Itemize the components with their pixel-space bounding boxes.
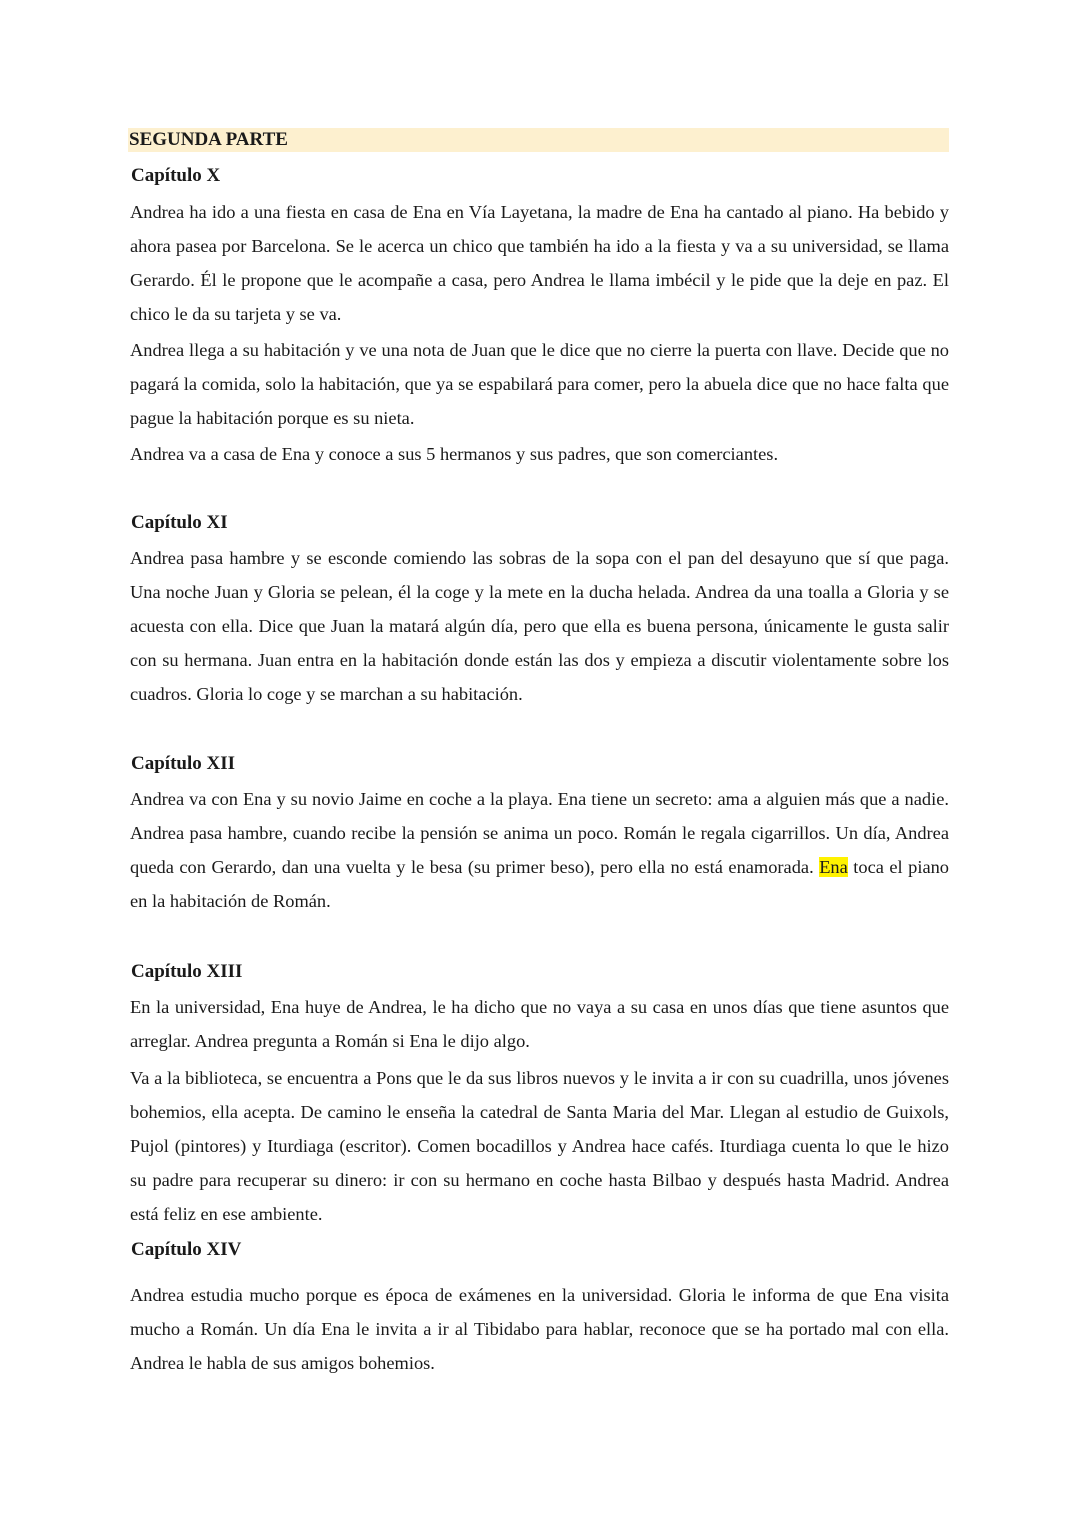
chapter-title: Capítulo XI — [131, 512, 228, 533]
paragraph — [130, 782, 949, 918]
paragraph: Va a la biblioteca, se encuentra a Pons que le da sus libros nuevos y le invita a ir con su cuadrilla, unos jóvenes bohemios, ella acepta. De camino le enseña la catedral de Santa Maria del Mar. Llegan al estudio de Guixols, Pujol (pintores) y Iturdiaga (escritor). Comen bocadillos y Andrea hace cafés. Iturdiaga cuenta lo que le hizo su padre para recuperar su dinero: ir con su hermano en coche hasta Bilbao y después hasta Madrid. Andrea está feliz en ese ambiente. — [130, 1068, 949, 1224]
paragraph: Andrea estudia mucho porque es época de exámenes en la universidad. Gloria le informa de que Ena visita mucho a Román. Un día Ena le invita a ir al Tibidabo para hablar, reconoce que se ha portado mal con ella. Andrea le habla de sus amigos bohemios. — [130, 1285, 949, 1373]
paragraph: Andrea ha ido a una fiesta en casa de Ena en Vía Layetana, la madre de Ena ha cantado al piano. Ha bebido y ahora pasea por Barcelona. Se le acerca un chico que también ha ido a la fiesta y va a su universidad, se llama Gerardo. Él le propone que le acompañe a casa, pero Andrea le llama imbécil y le pide que la deje en paz. El chico le da su tarjeta y se va. — [130, 202, 949, 324]
part-title: SEGUNDA PARTE — [128, 128, 949, 152]
highlighted-word: Ena — [819, 857, 848, 877]
chapter-title: Capítulo X — [131, 165, 221, 186]
paragraph-text-continued: toca el piano en la habitación de Román. — [130, 857, 950, 911]
paragraph: Andrea llega a su habitación y ve una nota de Juan que le dice que no cierre la puerta con llave. Decide que no pagará la comida, solo la habitación, que ya se espabilará para comer, pero la abuela dice que no hace falta que pague la habitación porque es su nieta. — [130, 340, 949, 428]
paragraph: Andrea va a casa de Ena y conoce a sus 5 hermanos y sus padres, que son comerciantes. — [130, 444, 779, 464]
paragraph: En la universidad, Ena huye de Andrea, le ha dicho que no vaya a su casa en unos días que tiene asuntos que arreglar. Andrea pregunta a Román si Ena le dijo algo. — [130, 997, 949, 1051]
chapter-title: Capítulo XII — [131, 753, 235, 774]
chapter-title: Capítulo XIII — [131, 961, 243, 982]
paragraph: Andrea pasa hambre y se esconde comiendo las sobras de la sopa con el pan del desayuno que sí que paga. Una noche Juan y Gloria se pelean, él la coge y la mete en la ducha helada. Andrea da una toalla a Gloria y se acuesta con ella. Dice que Juan la matará algún día, pero que ella es buena persona, únicamente le gusta salir con su hermana. Juan entra en la habitación donde están las dos y empieza a discutir violentamente sobre los cuadros. Gloria lo coge y se marchan a su habitación. — [130, 548, 949, 704]
paragraph-text: Andrea va con Ena y su novio Jaime en coche a la playa. Ena tiene un secreto: ama a alguien más que a nadie. Andrea pasa hambre, cuando recibe la pensión se anima un poco. Román le regala cigarrillos. Un día, Andrea queda con Gerardo, dan una vuelta y le besa (su primer beso), pero ella no está enamorada. — [130, 789, 949, 877]
chapter-title: Capítulo XIV — [131, 1239, 242, 1260]
